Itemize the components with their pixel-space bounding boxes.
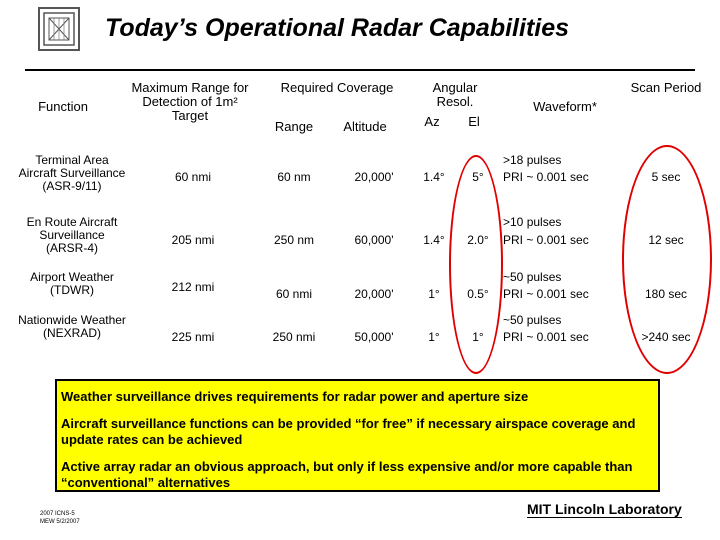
- row3-altitude: 20,000': [354, 287, 394, 301]
- row1-altitude: 20,000': [354, 170, 394, 184]
- row3-scan-period: 180 sec: [644, 287, 688, 301]
- header-required-coverage: Required Coverage: [280, 80, 394, 95]
- row1-function: Terminal Area Aircraft Surveillance (ASR-9/11): [18, 153, 126, 193]
- page-title: Today’s Operational Radar Capabilities: [105, 14, 570, 42]
- header-range: Range: [274, 119, 314, 134]
- header-el: El: [468, 114, 480, 129]
- row3-range: 60 nmi: [275, 287, 313, 301]
- row3-waveform-pri: PRI ~ 0.001 sec: [503, 287, 589, 301]
- header-az: Az: [424, 114, 440, 129]
- row1-az: 1.4°: [423, 170, 445, 184]
- row2-az: 1.4°: [423, 233, 445, 247]
- row4-range: 250 nmi: [272, 330, 316, 344]
- footer-codes: [40, 510, 80, 526]
- note-weather: Weather surveillance drives requirements for radar power and aperture size: [61, 389, 529, 404]
- footer-lab-name: MIT Lincoln Laboratory: [527, 501, 682, 517]
- note-active-array: Active array radar an obvious approach, but only if less expensive and/or more capable than “conventional” alternatives: [61, 459, 633, 490]
- header-function: Function: [38, 99, 88, 114]
- row4-waveform-pulses: ~50 pulses: [503, 313, 562, 327]
- header-angular-resolution: Angular Resol.: [432, 80, 478, 109]
- row2-scan-period: 12 sec: [648, 233, 684, 247]
- title-divider: [25, 69, 695, 71]
- row4-function: Nationwide Weather (NEXRAD): [18, 313, 126, 340]
- row4-az: 1°: [428, 330, 440, 344]
- row1-waveform-pri: PRI ~ 0.001 sec: [503, 170, 589, 184]
- row2-el: 2.0°: [467, 233, 489, 247]
- row2-function: En Route Aircraft Surveillance (ARSR-4): [26, 215, 118, 255]
- row3-az: 1°: [428, 287, 440, 301]
- row3-max-range: 212 nmi: [171, 280, 215, 294]
- row2-range: 250 nm: [273, 233, 315, 247]
- row4-el: 1°: [472, 330, 484, 344]
- key-findings-box: [55, 379, 660, 492]
- row3-function: Airport Weather (TDWR): [30, 270, 114, 297]
- header-max-range: Maximum Range for Detection of 1m² Target: [131, 80, 249, 123]
- footer-code-author-date: MEW 5/2/2007: [40, 519, 80, 525]
- row1-waveform-pulses: >18 pulses: [503, 153, 562, 167]
- header-waveform: Waveform*: [533, 99, 597, 114]
- row2-max-range: 205 nmi: [171, 233, 215, 247]
- row4-altitude: 50,000': [354, 330, 394, 344]
- footer-code-event: 2007 ICNS-5: [40, 511, 75, 517]
- elevation-highlight-ellipse: [449, 155, 503, 374]
- row3-el: 0.5°: [467, 287, 489, 301]
- scan-period-highlight-ellipse: [622, 145, 712, 374]
- row3-waveform-pulses: ~50 pulses: [503, 270, 562, 284]
- row2-altitude: 60,000': [354, 233, 394, 247]
- header-altitude: Altitude: [343, 119, 387, 134]
- header-scan-period: Scan Period: [630, 80, 702, 95]
- row4-waveform-pri: PRI ~ 0.001 sec: [503, 330, 589, 344]
- row1-scan-period: 5 sec: [651, 170, 681, 184]
- row4-scan-period: >240 sec: [641, 330, 691, 344]
- row4-max-range: 225 nmi: [171, 330, 215, 344]
- row1-el: 5°: [472, 170, 484, 184]
- row2-waveform-pri: PRI ~ 0.001 sec: [503, 233, 589, 247]
- mit-lincoln-lab-logo-icon: [37, 6, 81, 52]
- row2-waveform-pulses: >10 pulses: [503, 215, 562, 229]
- note-aircraft: Aircraft surveillance functions can be provided “for free” if necessary airspace coverage and update rates can be achieved: [61, 416, 636, 447]
- row1-max-range: 60 nmi: [174, 170, 212, 184]
- row1-range: 60 nm: [277, 170, 311, 184]
